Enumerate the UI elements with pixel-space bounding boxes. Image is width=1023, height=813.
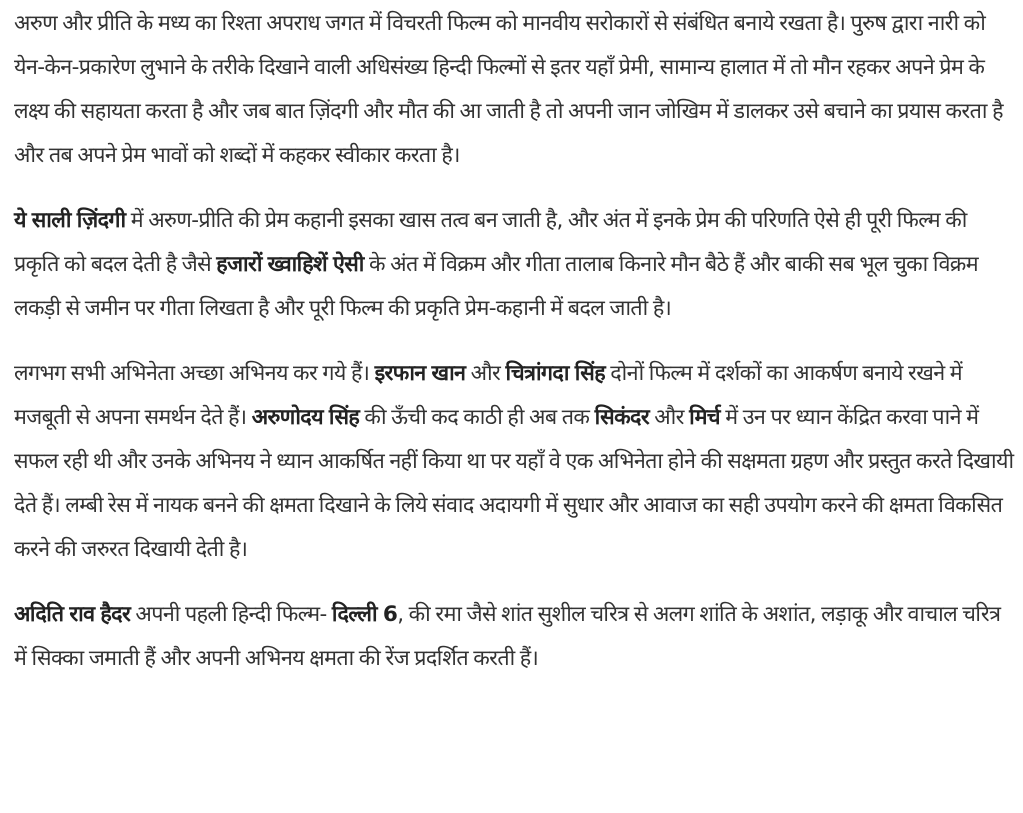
- film-title-sikandar: सिकंदर: [594, 405, 650, 430]
- film-title-ye-saali-zindagi: ये साली ज़िंदगी: [14, 208, 126, 233]
- paragraph-text: में उन पर ध्यान केंद्रित करवा पाने में सफल रही थी और उनके अभिनय ने ध्यान आकर्षित नहीं किया था पर यहाँ वे एक अभिनेता होने की सक्षमता ग्रहण और प्रस्तुत करते दिखायी देते हैं। लम्बी रेस में नायक बनने की क्षमता दिखाने के लिये संवाद अदायगी में सुधार और आवाज का सही उपयोग करने की क्षमता विकसित करने की जरुरत दिखायी देती है।: [14, 405, 1014, 562]
- paragraph-4: [14, 593, 1014, 681]
- paragraph-text: अपनी पहली हिन्दी फिल्म-: [130, 602, 332, 627]
- article-body: [14, 2, 1014, 702]
- paragraph-3: [14, 352, 1014, 572]
- paragraph-text: लगभग सभी अभिनेता अच्छा अभिनय कर गये हैं।: [14, 361, 375, 386]
- film-title-mirch: मिर्च: [689, 405, 720, 430]
- paragraph-2: [14, 199, 1014, 331]
- paragraph-text: अरुण और प्रीति के मध्य का रिश्ता अपराध जगत में विचरती फिल्म को मानवीय सरोकारों से संबंधित बनाये रखता है। पुरुष द्वारा नारी को येन-केन-प्रकारेण लुभाने के तरीके दिखाने वाली अधिसंख्य हिन्दी फिल्मों से इतर यहाँ प्रेमी, सामान्य हालात में तो मौन रहकर अपने प्रेम के लक्ष्य की सहायता करता है और जब बात ज़िंदगी और मौत की आ जाती है तो अपनी जान जोखिम में डालकर उसे बचाने का प्रयास करता है और तब अपने प्रेम भावों को शब्दों में कहकर स्वीकार करता है।: [14, 11, 1003, 168]
- paragraph-text: में अरुण-प्रीति की प्रेम कहानी इसका खास तत्व बन जाती है, और अंत में इनके प्रेम की परिणति ऐसे ही पूरी फिल्म की प्रकृति को बदल देती है जैसे: [14, 208, 967, 277]
- paragraph-text: के अंत में विक्रम और गीता तालाब किनारे मौन बैठे हैं और बाकी सब भूल चुका विक्रम लकड़ी से जमीन पर गीता लिखता है और पूरी फिल्म की प्रकृति प्रेम-कहानी में बदल जाती है।: [14, 252, 978, 321]
- film-title-hazaaron-khwaishein-aisi: हजारों ख्वाहिशें ऐसी: [216, 252, 364, 277]
- paragraph-text: , की रमा जैसे शांत सुशील चरित्र से अलग शांति के अशांत, लड़ाकू और वाचाल चरित्र में सिक्का जमाती हैं और अपनी अभिनय क्षमता की रेंज प्रदर्शित करती हैं।: [14, 602, 1001, 671]
- paragraph-text: और: [465, 361, 506, 386]
- paragraph-text: दोनों फिल्म में दर्शकों का आकर्षण बनाये रखने में मजबूती से अपना समर्थन देते हैं।: [14, 361, 963, 430]
- paragraph-text: और: [649, 405, 690, 430]
- actor-name-arunoday-singh: अरुणोदय सिंह: [251, 405, 360, 430]
- paragraph-text: की ऊँची कद काठी ही अब तक: [359, 405, 595, 430]
- actor-name-aditi-rao-hydari: अदिति राव हैदर: [14, 602, 131, 627]
- film-title-delhi-6: दिल्ली 6: [331, 602, 398, 627]
- actor-name-chitrangada-singh: चित्रांगदा सिंह: [505, 361, 606, 386]
- actor-name-irrfan-khan: इरफान खान: [374, 361, 466, 386]
- paragraph-1: [14, 2, 1014, 178]
